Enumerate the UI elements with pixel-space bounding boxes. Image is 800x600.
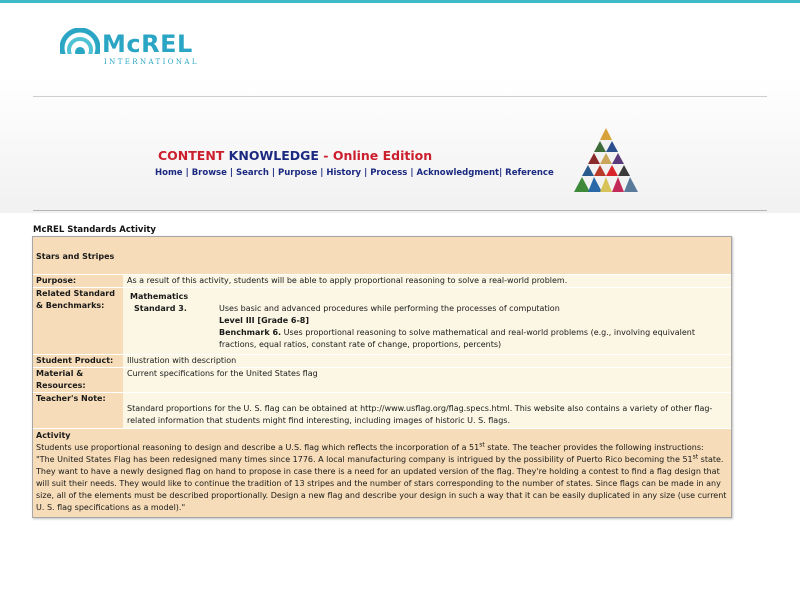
nav-history[interactable]: History bbox=[326, 168, 362, 178]
subject-name: Mathematics bbox=[130, 292, 189, 301]
purpose-row bbox=[33, 275, 731, 288]
material-value: Current specifications for the United States flag bbox=[123, 368, 731, 392]
material-row bbox=[33, 368, 731, 393]
activity-panel bbox=[32, 236, 732, 518]
standards-row bbox=[33, 288, 731, 355]
activity-section bbox=[33, 429, 731, 517]
nav-acknowledgment-reference[interactable]: Acknowledgment| Reference bbox=[416, 168, 554, 178]
logo-wordmark: McREL bbox=[102, 30, 193, 58]
activity-label: Activity bbox=[36, 431, 71, 440]
logo-subtitle: INTERNATIONAL bbox=[104, 58, 199, 66]
purpose-value: As a result of this activity, students will be able to apply proportional reasoning to solve a real-world problem. bbox=[123, 275, 731, 287]
teacher-note-value: Standard proportions for the U. S. flag can be obtained at http://www.usflag.org/flag.specs.html. This website also contains a variety of other flag-related information that students might find interesting, including images of historic U. S. flags. bbox=[123, 393, 731, 428]
nav-purpose[interactable]: Purpose bbox=[278, 168, 318, 178]
site-banner-title bbox=[158, 148, 432, 163]
nav-browse[interactable]: Browse bbox=[191, 168, 227, 178]
standard-text: Uses basic and advanced procedures while performing the processes of computation bbox=[219, 304, 560, 313]
grade-level: Level III [Grade 6-8] bbox=[219, 316, 310, 325]
teacher-note-label: Teacher's Note: bbox=[33, 393, 123, 428]
mcrel-logo[interactable] bbox=[60, 28, 240, 72]
activity-instructions: "The United States Flag has been redesigned many times since 1776. A local manufacturing company is intrigued by the possibility of Puerto Rico becoming the 51st state. They want to have a newly designed flag on hand to propose in case there is a need for an updated version of the flag. They're holding a contest to find a flag design that will suit their needs. They would like to continue the tradition of 13 stripes and the number of stars corresponding to the number of states. Since flags can be made in any size, all of the elements must be described proportionally. Design a new flag and describe your design in such a way that it can be easily duplicated in any size (use current U. S. flag specifications as a model)." bbox=[36, 453, 727, 512]
related-standard-label: Related Standard & Benchmarks: bbox=[33, 288, 123, 354]
banner-content: CONTENT bbox=[158, 148, 229, 163]
main-nav: Home | Browse | Search | Purpose | History | Process | Acknowledgment| Reference bbox=[155, 168, 554, 178]
header-divider bbox=[33, 96, 767, 97]
benchmark bbox=[219, 327, 727, 351]
benchmark-number: Benchmark 6. bbox=[219, 328, 282, 337]
material-label: Material & Resources: bbox=[33, 368, 123, 392]
nav-process[interactable]: Process bbox=[370, 168, 408, 178]
content-divider bbox=[33, 210, 767, 211]
activity-intro: Students use proportional reasoning to design and describe a U.S. flag which reflects the incorporation of a 51st state. The teacher provides the following instructions: bbox=[36, 441, 704, 452]
nav-search[interactable]: Search bbox=[235, 168, 269, 178]
student-product-label: Student Product: bbox=[33, 355, 123, 367]
student-product-value: Illustration with description bbox=[123, 355, 731, 367]
banner-knowledge: KNOWLEDGE bbox=[228, 148, 319, 163]
content-pyramid-icon bbox=[566, 128, 646, 196]
purpose-label: Purpose: bbox=[33, 275, 123, 287]
mcrel-swirl-icon bbox=[60, 28, 100, 68]
activity-title: Stars and Stripes bbox=[33, 237, 731, 275]
page-heading: McREL Standards Activity bbox=[33, 225, 156, 235]
standard-number: Standard 3. bbox=[134, 304, 187, 313]
nav-home[interactable]: Home bbox=[155, 168, 183, 178]
teacher-note-row bbox=[33, 393, 731, 429]
standards-value bbox=[123, 288, 731, 354]
banner-online-edition: - Online Edition bbox=[318, 148, 433, 163]
benchmark-text: Uses proportional reasoning to solve mathematical and real-world problems (e.g., involving equivalent fractions, equal ratios, constant rate of change, proportions, percents) bbox=[219, 328, 695, 349]
product-row bbox=[33, 355, 731, 368]
